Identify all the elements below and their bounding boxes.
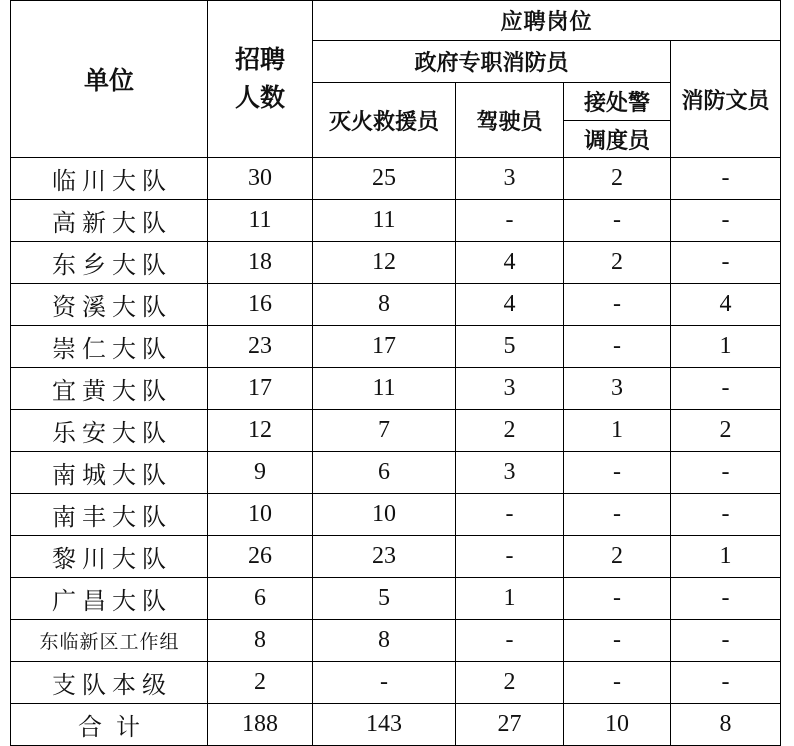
cell-unit: 崇仁大队 bbox=[11, 326, 208, 368]
cell-dispatch: - bbox=[564, 494, 671, 536]
cell-driver: 1 bbox=[456, 578, 564, 620]
total-dispatch: 10 bbox=[564, 704, 671, 746]
cell-headcount: 2 bbox=[208, 662, 313, 704]
table-row bbox=[11, 620, 781, 662]
total-clerk: 8 bbox=[671, 704, 781, 746]
cell-clerk: - bbox=[671, 368, 781, 410]
cell-clerk: - bbox=[671, 494, 781, 536]
table-row bbox=[11, 662, 781, 704]
header-gov-firefighter: 政府专职消防员 bbox=[313, 41, 671, 83]
cell-clerk: 1 bbox=[671, 536, 781, 578]
cell-dispatch: 2 bbox=[564, 158, 671, 200]
table-row bbox=[11, 494, 781, 536]
cell-dispatch: 3 bbox=[564, 368, 671, 410]
cell-unit: 临川大队 bbox=[11, 158, 208, 200]
cell-clerk: - bbox=[671, 662, 781, 704]
table-row bbox=[11, 242, 781, 284]
cell-unit: 广昌大队 bbox=[11, 578, 208, 620]
cell-unit: 南城大队 bbox=[11, 452, 208, 494]
cell-rescuer: - bbox=[313, 662, 456, 704]
header-headcount bbox=[208, 1, 313, 158]
cell-driver: 3 bbox=[456, 158, 564, 200]
table-row bbox=[11, 368, 781, 410]
cell-driver: 2 bbox=[456, 410, 564, 452]
total-driver: 27 bbox=[456, 704, 564, 746]
header-dispatch-line1: 接处警 bbox=[564, 83, 671, 121]
cell-headcount: 12 bbox=[208, 410, 313, 452]
header-headcount-line2: 人数 bbox=[234, 83, 285, 112]
cell-unit: 东乡大队 bbox=[11, 242, 208, 284]
cell-headcount: 11 bbox=[208, 200, 313, 242]
cell-rescuer: 11 bbox=[313, 368, 456, 410]
cell-driver: 4 bbox=[456, 242, 564, 284]
cell-dispatch: - bbox=[564, 620, 671, 662]
table-row bbox=[11, 200, 781, 242]
table-row bbox=[11, 452, 781, 494]
cell-headcount: 9 bbox=[208, 452, 313, 494]
table-header bbox=[11, 1, 781, 158]
cell-rescuer: 5 bbox=[313, 578, 456, 620]
cell-headcount: 23 bbox=[208, 326, 313, 368]
cell-dispatch: - bbox=[564, 452, 671, 494]
cell-driver: 2 bbox=[456, 662, 564, 704]
header-rescuer: 灭火救援员 bbox=[313, 83, 456, 158]
cell-clerk: 1 bbox=[671, 326, 781, 368]
cell-dispatch: 2 bbox=[564, 536, 671, 578]
total-headcount: 188 bbox=[208, 704, 313, 746]
cell-unit: 黎川大队 bbox=[11, 536, 208, 578]
cell-headcount: 8 bbox=[208, 620, 313, 662]
header-headcount-line1: 招聘 bbox=[234, 45, 285, 74]
table-row bbox=[11, 158, 781, 200]
cell-headcount: 16 bbox=[208, 284, 313, 326]
cell-rescuer: 23 bbox=[313, 536, 456, 578]
header-dispatch-line2: 调度员 bbox=[564, 121, 671, 158]
cell-dispatch: 2 bbox=[564, 242, 671, 284]
cell-clerk: 2 bbox=[671, 410, 781, 452]
cell-clerk: - bbox=[671, 620, 781, 662]
table-row bbox=[11, 578, 781, 620]
cell-rescuer: 12 bbox=[313, 242, 456, 284]
total-rescuer: 143 bbox=[313, 704, 456, 746]
cell-headcount: 26 bbox=[208, 536, 313, 578]
cell-clerk: - bbox=[671, 452, 781, 494]
cell-clerk: - bbox=[671, 242, 781, 284]
cell-rescuer: 10 bbox=[313, 494, 456, 536]
table-row bbox=[11, 410, 781, 452]
table-row bbox=[11, 326, 781, 368]
cell-dispatch: - bbox=[564, 326, 671, 368]
cell-rescuer: 8 bbox=[313, 284, 456, 326]
cell-unit: 乐安大队 bbox=[11, 410, 208, 452]
cell-clerk: - bbox=[671, 158, 781, 200]
cell-clerk: - bbox=[671, 200, 781, 242]
cell-driver: - bbox=[456, 494, 564, 536]
total-label: 合计 bbox=[11, 704, 208, 746]
cell-driver: 3 bbox=[456, 368, 564, 410]
total-row bbox=[11, 704, 781, 746]
cell-unit: 南丰大队 bbox=[11, 494, 208, 536]
cell-clerk: - bbox=[671, 578, 781, 620]
cell-unit: 支队本级 bbox=[11, 662, 208, 704]
cell-rescuer: 7 bbox=[313, 410, 456, 452]
table-body bbox=[11, 158, 781, 746]
cell-dispatch: - bbox=[564, 200, 671, 242]
header-unit: 单位 bbox=[11, 1, 208, 158]
cell-rescuer: 8 bbox=[313, 620, 456, 662]
cell-dispatch: - bbox=[564, 284, 671, 326]
cell-driver: 4 bbox=[456, 284, 564, 326]
cell-headcount: 17 bbox=[208, 368, 313, 410]
cell-rescuer: 17 bbox=[313, 326, 456, 368]
header-clerk: 消防文员 bbox=[671, 41, 781, 158]
cell-unit: 资溪大队 bbox=[11, 284, 208, 326]
cell-driver: - bbox=[456, 536, 564, 578]
cell-headcount: 10 bbox=[208, 494, 313, 536]
cell-driver: 3 bbox=[456, 452, 564, 494]
cell-unit: 高新大队 bbox=[11, 200, 208, 242]
table-row bbox=[11, 284, 781, 326]
cell-clerk: 4 bbox=[671, 284, 781, 326]
cell-rescuer: 6 bbox=[313, 452, 456, 494]
cell-rescuer: 11 bbox=[313, 200, 456, 242]
cell-driver: - bbox=[456, 620, 564, 662]
cell-dispatch: - bbox=[564, 578, 671, 620]
cell-headcount: 30 bbox=[208, 158, 313, 200]
header-positions: 应聘岗位 bbox=[313, 1, 781, 41]
cell-headcount: 6 bbox=[208, 578, 313, 620]
recruitment-table bbox=[10, 0, 781, 746]
cell-rescuer: 25 bbox=[313, 158, 456, 200]
header-row bbox=[11, 1, 781, 41]
cell-unit: 宜黄大队 bbox=[11, 368, 208, 410]
cell-dispatch: 1 bbox=[564, 410, 671, 452]
cell-unit: 东临新区工作组 bbox=[11, 620, 208, 662]
cell-headcount: 18 bbox=[208, 242, 313, 284]
cell-driver: 5 bbox=[456, 326, 564, 368]
table-row bbox=[11, 536, 781, 578]
cell-driver: - bbox=[456, 200, 564, 242]
header-driver: 驾驶员 bbox=[456, 83, 564, 158]
cell-dispatch: - bbox=[564, 662, 671, 704]
